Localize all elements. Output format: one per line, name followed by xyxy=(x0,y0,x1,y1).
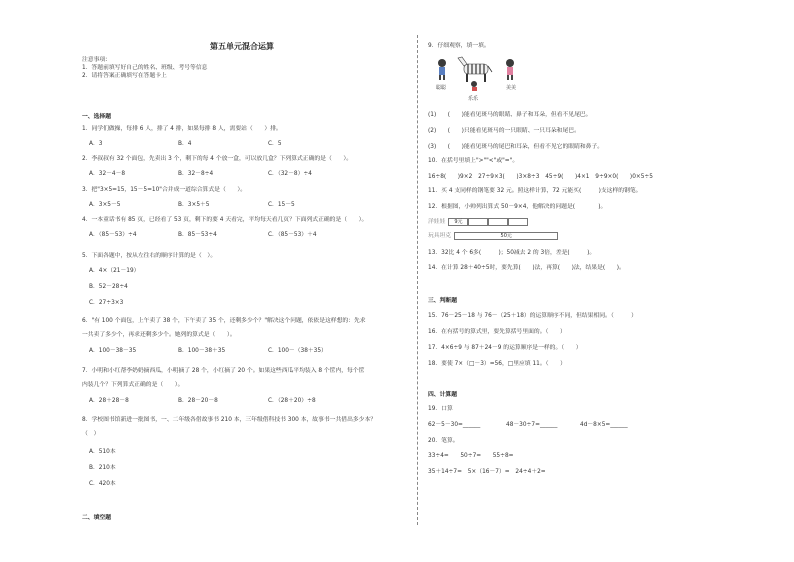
q8-option-a[interactable]: A．510本 xyxy=(89,449,116,455)
doll-blank-cell-1 xyxy=(468,218,488,226)
q15-text: 15．76－25－18 与 76－（25＋18）的运算顺序不同，但结果相同。（ ） xyxy=(428,313,637,319)
q9-text: 9．仔细观察，填一填。 xyxy=(428,43,490,49)
q10-text: 10．在括号里填上">""<"或"="。 xyxy=(428,158,519,164)
page-title: 第五单元混合运算 xyxy=(210,42,274,51)
q6-option-c[interactable]: C．100－（38＋35） xyxy=(268,348,327,354)
q16-text: 16．在有括号的算式里，要先算括号里面的。（ ） xyxy=(428,329,566,335)
q4-text: 4．一本童话书有 85 页，已经看了 53 页，剩下的要 4 天看完，平均每天看几页？下面列式正确的是（ ）。 xyxy=(82,217,368,223)
q5-text: 5．下面各题中，按从左往右的顺序计算的是（ ）。 xyxy=(82,253,217,259)
child-lele-icon xyxy=(471,81,477,91)
price-row-tank xyxy=(428,232,558,240)
doll-label: 洋娃娃 xyxy=(428,218,446,225)
q12-text: 12．根据图，小帅列出算式 50－9×4，他解决的问题是( )。 xyxy=(428,204,607,210)
q6-option-a[interactable]: A．100－38－35 xyxy=(89,348,137,354)
section-choice-heading: 一、选择题 xyxy=(82,114,111,120)
q3-option-b[interactable]: B．3×5＋5 xyxy=(178,202,210,208)
label-congcong: 聪聪 xyxy=(436,85,447,91)
q2-option-a[interactable]: A．32－4－8 xyxy=(89,171,126,177)
q1-text: 1．同学们做操，每排 6 人，排了 4 排，如果每排 8 人，需要站（ ）排。 xyxy=(82,126,282,132)
q5-option-a[interactable]: A．4×（21－19） xyxy=(89,268,140,274)
q17-text: 17．4×6÷9 与 87＋24－9 的运算顺序是一样的。（ ） xyxy=(428,345,582,351)
section-fill-heading: 二、填空题 xyxy=(82,515,111,521)
written-calc-row-1[interactable]: 33÷4= 50÷7= 55÷8= xyxy=(428,453,514,459)
q7-option-c[interactable]: C．（28＋20）÷8 xyxy=(268,398,316,404)
tank-label: 玩具坦克 xyxy=(428,232,452,239)
q20-text: 20．笔算。 xyxy=(428,438,459,444)
q5-option-b[interactable]: B．52－28÷4 xyxy=(89,284,128,290)
written-calc-row-2[interactable]: 35＋14÷7= 5×（16－7）= 24÷4＋2= xyxy=(428,469,546,475)
q3-text: 3．把"3×5=15，15－5=10"合并成一道综合算式是（ ）。 xyxy=(82,187,247,193)
notice-heading: 注意事项: xyxy=(82,57,108,63)
q6-line2: 一共卖了多少个，再求还剩多少个。她列的算式是（ ）。 xyxy=(82,332,236,338)
q11-text: 11．买 4 支同样的钢笔要 32 元。照这样计算，72 元能买( )支这样的钢笔。 xyxy=(428,188,642,194)
section-judge-heading: 三、判断题 xyxy=(428,298,457,304)
q9-line1: (1) ( )能看见斑马的眼睛、鼻子和耳朵，但看不见尾巴。 xyxy=(428,112,592,118)
label-meimei: 美美 xyxy=(506,85,517,91)
oral-calc-3[interactable]: 4d－8×5=______ xyxy=(580,422,628,428)
section-calc-heading: 四、计算题 xyxy=(428,392,457,398)
q7-line1: 7．小明和小红帮李奶奶摘西瓜，小明摘了 28 个，小红摘了 20 个。如果这些西瓜平均装入 8 个筐内，每个筐 xyxy=(82,368,365,374)
q8-option-c[interactable]: C．420本 xyxy=(89,481,116,487)
tank-price-cell: 50元 xyxy=(454,232,558,240)
q1-option-a[interactable]: A．3 xyxy=(89,141,103,147)
q19-text: 19．口算 xyxy=(428,406,453,412)
notice-item-1: 1．答题前填写好自己的姓名、班级、考号等信息 xyxy=(82,65,208,71)
q8-option-b[interactable]: B．210本 xyxy=(89,465,116,471)
q7-line2: 内装几个？下列算式正确的是（ ）。 xyxy=(82,382,184,388)
q9-line3: (3) ( )能看见斑马的尾巴和耳朵，但看不见它的眼睛和鼻子。 xyxy=(428,144,604,150)
doll-blank-cell-2 xyxy=(488,218,508,226)
notice-item-2: 2．请将答案正确填写在答题卡上 xyxy=(82,73,167,79)
q6-line1: 6．"有 100 个面包，上午卖了 38 个，下午卖了 35 个，还剩多少个？"解决这个问题，依依是这样想的：先求 xyxy=(82,318,366,324)
column-divider xyxy=(417,35,418,525)
child-congcong-icon xyxy=(438,59,446,80)
q18-text: 18．要使 7×（□－3）=56，□里应填 11。（ ） xyxy=(428,361,566,367)
q4-option-a[interactable]: A．（85－53）÷4 xyxy=(89,232,137,238)
q2-option-c[interactable]: C．（32－8）÷4 xyxy=(268,171,312,177)
q1-option-b[interactable]: B．4 xyxy=(178,141,192,147)
zebra-icon xyxy=(458,57,492,82)
doll-price-cell: 9元 xyxy=(448,218,468,226)
doll-blank-cell-3 xyxy=(508,218,528,226)
child-meimei-icon xyxy=(506,59,514,80)
q1-option-c[interactable]: C．5 xyxy=(268,141,282,147)
q3-option-c[interactable]: C．15－5 xyxy=(268,202,295,208)
q5-option-c[interactable]: C．27÷3×3 xyxy=(89,300,124,306)
q9-line2: (2) ( )只能看见斑马的一只眼睛、一只耳朵和尾巴。 xyxy=(428,128,580,134)
q14-text: 14．在计算 28＋40÷5时，要先算( )法，再算( )法，结果是( )。 xyxy=(428,265,625,271)
q8-line1: 8．学校图书馆新进一批图书，一、二年级各借故事书 210 本，三年级借科技书 300 本，故事书一共借出多少本？ xyxy=(82,417,377,423)
price-row-doll xyxy=(428,218,528,226)
oral-calc-1[interactable]: 62－5－30=______ xyxy=(428,422,481,428)
label-lele: 乐乐 xyxy=(468,96,479,102)
q7-option-b[interactable]: B．28－20－8 xyxy=(178,398,218,404)
q4-option-b[interactable]: B．85－53÷4 xyxy=(178,232,217,238)
q4-option-c[interactable]: C．（85－53）＋4 xyxy=(268,232,317,238)
q3-option-a[interactable]: A．3×5－5 xyxy=(89,202,121,208)
q8-line2: （ ） xyxy=(82,431,100,437)
q7-option-a[interactable]: A．28＋28－8 xyxy=(89,398,129,404)
q10-row: 16÷8( )9×2 27÷9×3( )3×8÷3 45÷9( )4×1 9÷9×0( )0×5÷5 xyxy=(428,174,653,180)
q2-text: 2．李叔叔有 32 个面包，先卖出 3 个，剩下的每 4 个放一盒，可以放几盒？下列算式正确的是（ ）。 xyxy=(82,156,353,162)
oral-calc-2[interactable]: 48－30÷7=______ xyxy=(506,422,558,428)
q6-option-b[interactable]: B．100－38＋35 xyxy=(178,348,226,354)
q2-option-b[interactable]: B．32－8÷4 xyxy=(178,171,214,177)
q13-text: 13．32比 4 个 6多( )；50减去 2 的 3倍，差是( )。 xyxy=(428,250,596,256)
